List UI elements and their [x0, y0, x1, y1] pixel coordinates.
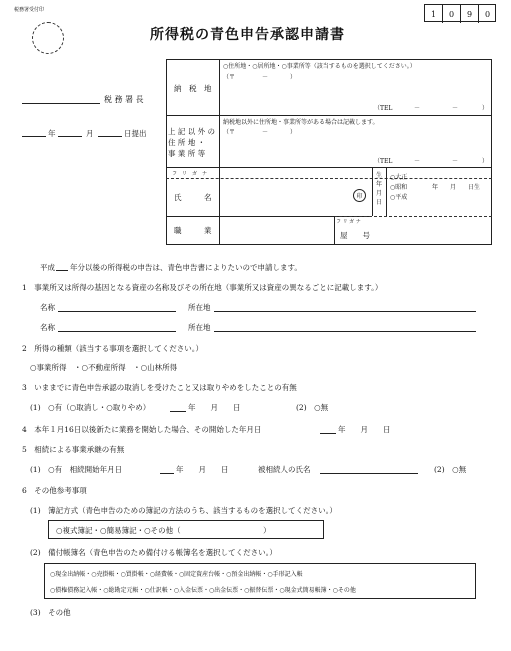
seal-mark: 印 [353, 189, 366, 202]
applicant-table [166, 59, 492, 245]
other-tel-label: （TEL [374, 158, 393, 165]
nouzeichi-label: 納 税 地 [174, 84, 212, 93]
table-divider [386, 167, 387, 216]
table-divider [166, 167, 492, 168]
birth-ymd: 年 月 日生 [432, 184, 481, 191]
s1-name-field-1[interactable] [58, 311, 176, 312]
s1-location-label: 所在地 [188, 323, 211, 332]
s3-option-yes[interactable]: (1) ○有（○取消し・○取りやめ） [30, 403, 151, 412]
other-tel-dash: － [452, 158, 459, 165]
intro-prefix: 平成 [40, 263, 55, 272]
page-title: 所得税の青色申告承認申請書 [150, 27, 345, 43]
s1-location-field-1[interactable] [214, 311, 476, 312]
name-label: 氏 名 [174, 193, 212, 202]
submit-day-label: 日提出 [124, 129, 147, 138]
nouzeichi-postal-dash: － [262, 74, 269, 81]
other-postal-prefix: （〒 [223, 129, 236, 136]
birth-label: 生 年 月 日 [376, 172, 383, 206]
section-5-heading: 5 相続による事業承継の有無 [22, 445, 125, 454]
other-address-label: 上 記 以 外 の [168, 127, 216, 136]
other-postal-suffix: ） [290, 129, 297, 136]
section-6-heading: 6 その他参考事項 [22, 486, 87, 495]
other-tel-dash: － [414, 158, 421, 165]
furigana-label-yago: フ リ ガ ナ [336, 219, 361, 225]
nouzeichi-postal-prefix: （〒 [223, 74, 236, 81]
yago-label: 屋 号 [340, 231, 370, 240]
era-option-taisho[interactable]: ○大正 [390, 174, 408, 181]
table-divider [219, 59, 220, 245]
s4-date: 年 月 日 [338, 425, 391, 434]
s6-2-heading: (2) 備付帳簿名（青色申告のため備付ける帳簿名を選択してください。） [30, 548, 277, 557]
stamp-circle [32, 22, 64, 54]
submit-month-field[interactable] [58, 136, 82, 137]
submit-year-label: 年 [48, 129, 56, 138]
tax-office-label: 税 務 署 長 [104, 95, 144, 104]
stamp-label: 税務署受付印 [14, 7, 45, 13]
submit-year-field[interactable] [22, 136, 46, 137]
section-2-heading: 2 所得の種類（該当する事項を選択してください。） [22, 344, 204, 353]
s6-3-heading: (3) その他 [30, 608, 71, 617]
s4-year-field[interactable] [320, 433, 336, 434]
s1-location-label: 所在地 [188, 303, 211, 312]
other-postal-dash: － [262, 129, 269, 136]
nouzeichi-options[interactable]: ○住所地・○居所地・○事業所等（該当するものを選択してください。） [223, 63, 416, 70]
other-address-note: 納税地以外に住所地・事業所等がある場合は記載します。 [223, 119, 379, 126]
era-option-heisei[interactable]: ○平成 [390, 194, 408, 201]
nouzeichi-postal-suffix: ） [290, 74, 297, 81]
other-address-label: 事 業 所 等 [168, 149, 206, 158]
s3-date: 年 月 日 [188, 403, 241, 412]
s6-1-options[interactable]: ○複式簿記・○簡易簿記・○その他（ ） [56, 526, 271, 535]
furigana-label: フ リ ガ ナ [172, 171, 208, 177]
s5-option-yes[interactable]: (1) ○有 相続開始年月日 [30, 465, 123, 474]
s3-option-no[interactable]: (2) ○無 [296, 403, 329, 412]
s1-name-label: 名称 [40, 323, 55, 332]
nouzeichi-tel-dash: － [452, 105, 459, 112]
intro-text: 年分以後の所得税の申告は、青色申告書によりたいので申請します。 [70, 263, 302, 272]
table-divider [372, 167, 373, 216]
s3-year-field[interactable] [170, 411, 186, 412]
era-option-showa[interactable]: ○昭和 [390, 184, 408, 191]
intro-year-field[interactable] [56, 270, 68, 271]
nouzeichi-tel-label: （TEL [374, 105, 393, 112]
table-divider [166, 115, 492, 116]
table-divider [166, 178, 492, 179]
s6-2-books-line2[interactable]: ○債権債務記入帳・○総勘定元帳・○仕訳帳・○入金伝票・○出金伝票・○振替伝票・○現金式簡易帳簿・○その他 [50, 587, 356, 594]
s5-date: 年 月 日 [176, 465, 229, 474]
s5-year-field[interactable] [160, 473, 174, 474]
other-address-label: 住 所 地 ・ [168, 138, 206, 147]
form-number-digit: 9 [461, 5, 479, 23]
s1-location-field-2[interactable] [214, 331, 476, 332]
s5-heir-label: 被相続人の氏名 [258, 465, 311, 474]
form-number-digit: 0 [443, 5, 461, 23]
table-divider [334, 216, 335, 245]
submit-month-label: 月 [86, 129, 94, 138]
nouzeichi-tel-suffix: ） [482, 105, 489, 112]
form-number-box [424, 4, 496, 22]
section-4-heading: 4 本年１月16日以後新たに業務を開始した場合、その開始した年月日 [22, 425, 262, 434]
other-tel-suffix: ） [482, 158, 489, 165]
form-number-digit: 0 [484, 9, 491, 19]
s1-name-label: 名称 [40, 303, 55, 312]
tax-office-name-field[interactable] [22, 103, 100, 104]
nouzeichi-tel-dash: － [414, 105, 421, 112]
s5-option-no[interactable]: (2) ○無 [434, 465, 467, 474]
job-label: 職 業 [174, 226, 212, 235]
s6-2-books-line1[interactable]: ○現金出納帳・○売掛帳・○買掛帳・○経費帳・○固定資産台帳・○預金出納帳・○手形記入帳 [50, 571, 303, 578]
form-number-digit: 1 [425, 5, 443, 23]
section-3-heading: 3 いままでに青色申告承認の取消しを受けたこと又は取りやめをしたことの有無 [22, 383, 297, 392]
submit-day-field[interactable] [98, 136, 122, 137]
section-1-heading: 1 事業所又は所得の基因となる資産の名称及びその所在地（事業所又は資産の異なるごとに記載します。） [22, 283, 383, 292]
s5-heir-name-field[interactable] [320, 473, 418, 474]
table-divider [334, 216, 492, 217]
s2-options[interactable]: ○事業所得 ・○不動産所得 ・○山林所得 [30, 363, 178, 372]
s6-1-heading: (1) 簿記方式（青色申告のための簿記の方法のうち、該当するものを選択してください。） [30, 506, 337, 515]
s1-name-field-2[interactable] [58, 331, 176, 332]
